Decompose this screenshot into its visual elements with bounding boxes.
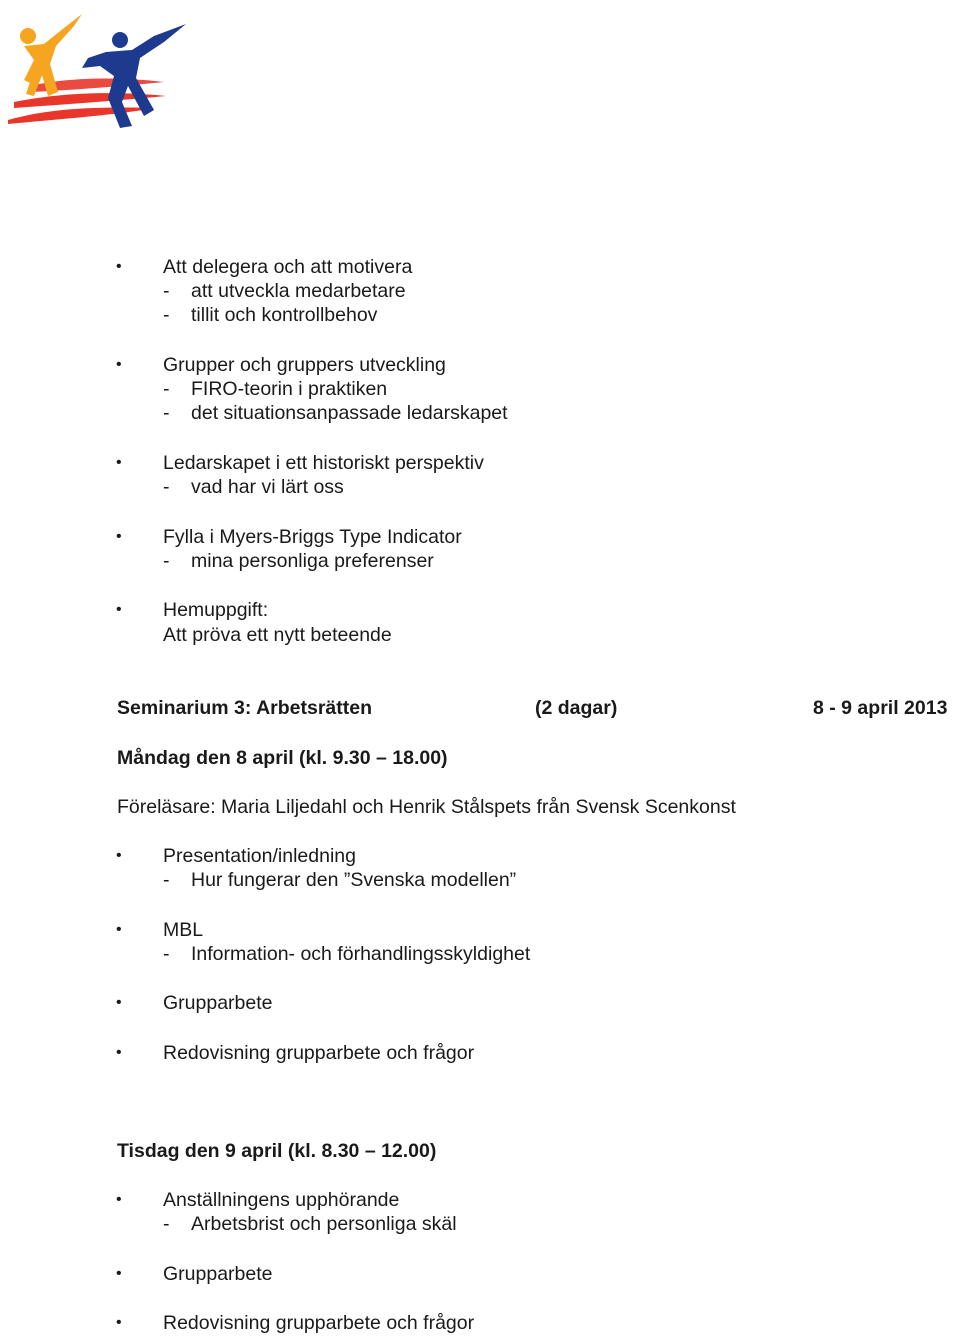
list-subitem: Hur fungerar den ”Svenska modellen” [191,869,517,891]
bullet-dot: • [116,1044,122,1061]
bullet-dot: • [116,601,122,618]
list-item-title: Ledarskapet i ett historiskt perspektiv [163,452,484,474]
bullet-dot: • [116,454,122,471]
list-item-title: Fylla i Myers-Briggs Type Indicator [163,526,462,548]
dash-marker: - [163,402,170,424]
bullet-dot: • [116,1314,122,1331]
list-subitem: att utveckla medarbetare [191,280,406,302]
list-item-title: Grupparbete [163,992,273,1014]
dash-marker: - [163,869,170,891]
list-subitem: FIRO-teorin i praktiken [191,378,388,400]
list-item-title: Presentation/inledning [163,845,356,867]
bullet-dot: • [116,258,122,275]
bullet-dot: • [116,1191,122,1208]
dash-marker: - [163,1213,170,1235]
list-item-line2: Att pröva ett nytt beteende [163,624,392,646]
list-item-title: Anställningens upphörande [163,1189,400,1211]
bullet-dot: • [116,356,122,373]
list-subitem: mina personliga preferenser [191,550,434,572]
list-item-title: MBL [163,919,204,941]
dash-marker: - [163,550,170,572]
bullet-dot: • [116,528,122,545]
list-item-title: Redovisning grupparbete och frågor [163,1312,475,1334]
dash-marker: - [163,304,170,326]
dash-marker: - [163,280,170,302]
bullet-dot: • [116,994,122,1011]
seminar-dates: 8 - 9 april 2013 [813,697,948,719]
day2-heading: Tisdag den 9 april (kl. 8.30 – 12.00) [117,1140,437,1162]
dash-marker: - [163,378,170,400]
list-subitem: Information- och förhandlingsskyldighet [191,943,531,965]
day1-heading: Måndag den 8 april (kl. 9.30 – 18.00) [117,747,448,769]
list-item-title: Grupparbete [163,1263,273,1285]
logo-dancers-icon [4,6,190,132]
seminar-title: Seminarium 3: Arbetsrätten [117,697,373,719]
lecturers-text: Föreläsare: Maria Liljedahl och Henrik Stålspets från Svensk Scenkonst [117,796,736,818]
list-item-title: Hemuppgift: [163,599,269,621]
bullet-dot: • [116,921,122,938]
bullet-dot: • [116,1265,122,1282]
bullet-dot: • [116,847,122,864]
list-subitem: Arbetsbrist och personliga skäl [191,1213,457,1235]
list-subitem: det situationsanpassade ledarskapet [191,402,508,424]
list-item-title: Att delegera och att motivera [163,256,413,278]
list-item-title: Redovisning grupparbete och frågor [163,1042,475,1064]
dash-marker: - [163,943,170,965]
seminar-duration: (2 dagar) [535,697,618,719]
list-subitem: vad har vi lärt oss [191,476,344,498]
dash-marker: - [163,476,170,498]
list-subitem: tillit och kontrollbehov [191,304,378,326]
list-item-title: Grupper och gruppers utveckling [163,354,446,376]
